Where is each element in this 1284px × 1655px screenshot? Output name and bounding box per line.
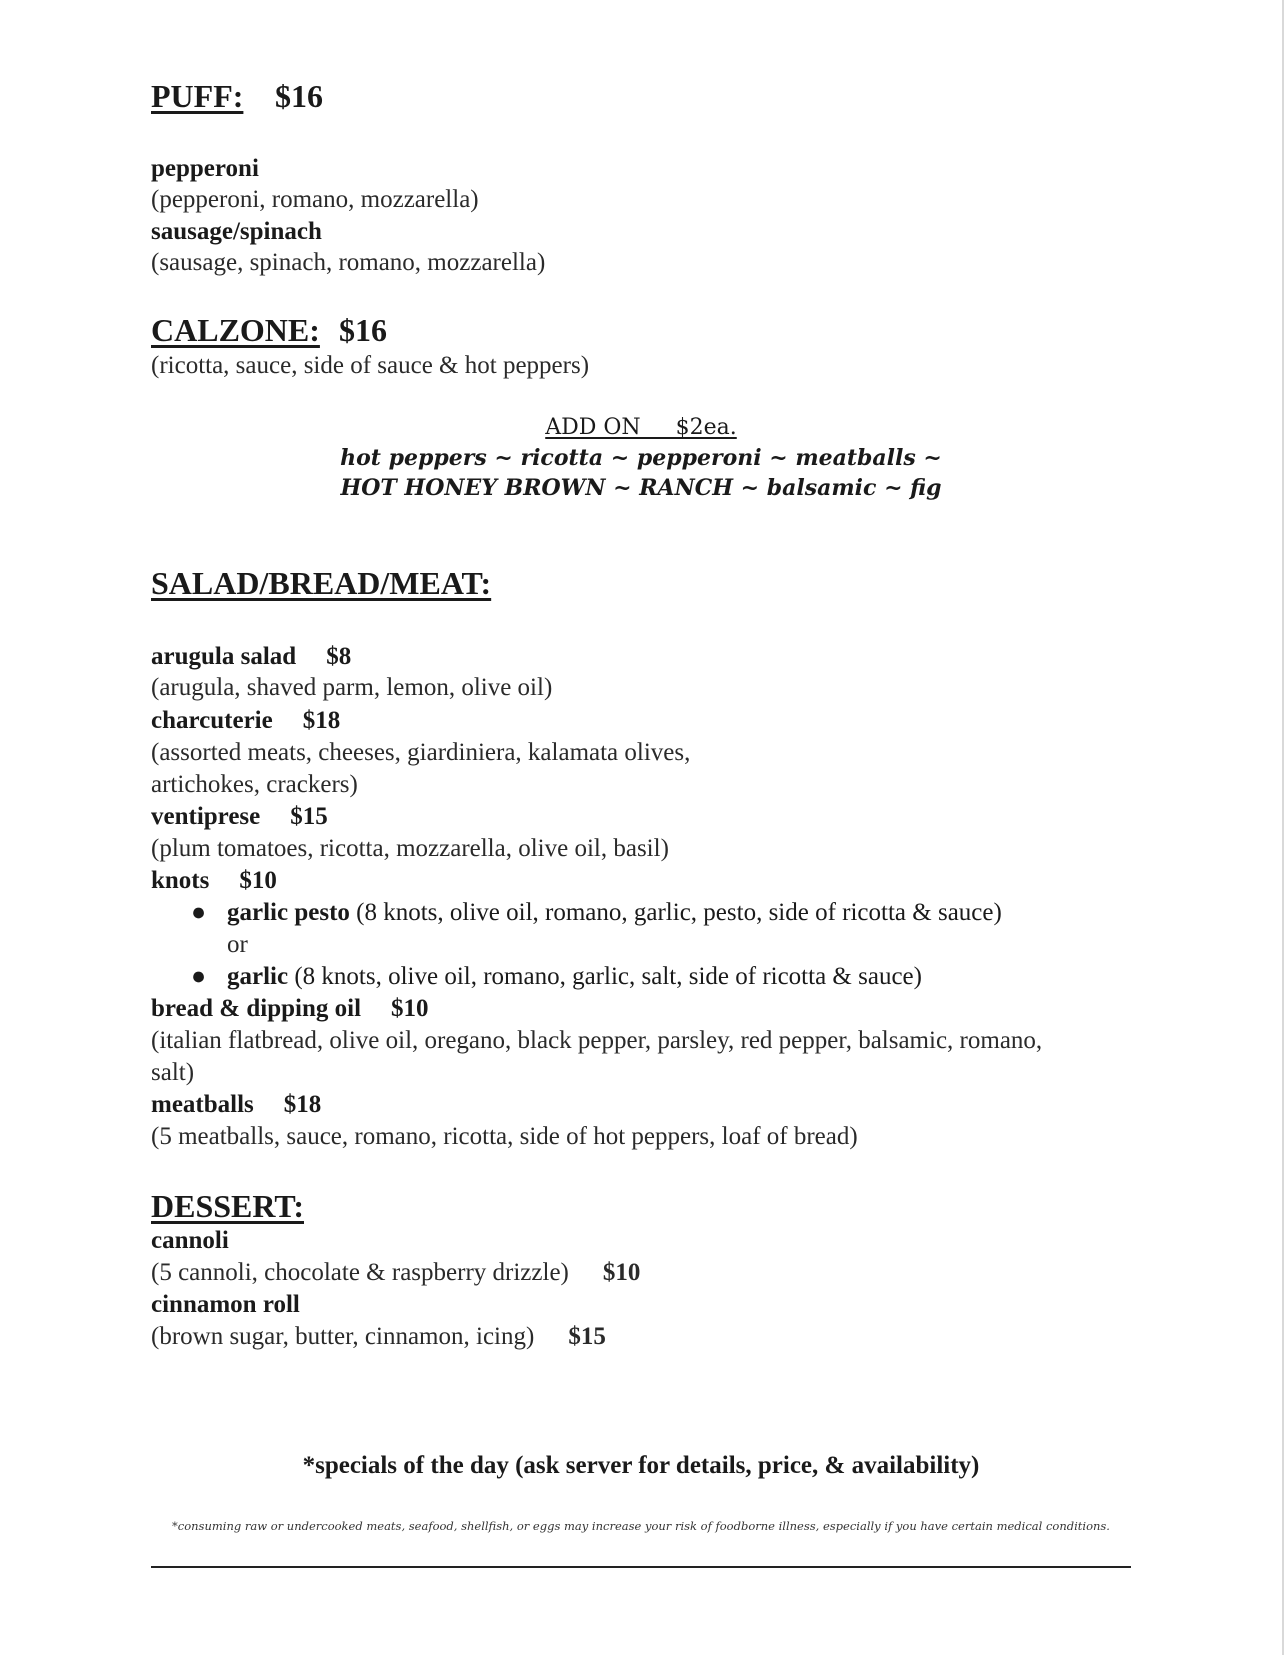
- item-charcuterie-desc-1: (assorted meats, cheeses, giardiniera, kalamata olives,: [151, 739, 691, 766]
- puff-price: $16: [275, 78, 323, 114]
- item-cinnamon-roll-desc-row: [151, 1323, 606, 1351]
- specials-note: *specials of the day (ask server for details, price, & availability): [302, 1452, 980, 1479]
- item-arugula-salad: [151, 643, 351, 671]
- item-ventiprese-desc: (plum tomatoes, ricotta, mozzarella, olive oil, basil): [151, 835, 669, 862]
- knots-option-garlic-pesto: [191, 899, 1002, 927]
- knots-option-garlic: [191, 963, 922, 991]
- knots-option-garlic-pesto-name: garlic pesto: [227, 899, 350, 926]
- item-cinnamon-roll-desc: (brown sugar, butter, cinnamon, icing): [151, 1323, 535, 1350]
- item-ventiprese: [151, 803, 328, 831]
- footer-divider: [151, 1566, 1131, 1568]
- item-arugula-salad-desc: (arugula, shaved parm, lemon, olive oil): [151, 674, 553, 701]
- item-cinnamon-roll-price: $15: [568, 1323, 606, 1350]
- item-cinnamon-roll: cinnamon roll: [151, 1291, 300, 1318]
- calzone-price: $16: [339, 312, 387, 348]
- item-cannoli-price: $10: [602, 1259, 641, 1286]
- item-bread-dipping-oil-price: $10: [391, 995, 429, 1022]
- item-bread-dipping-oil-desc-1: (italian flatbread, olive oil, oregano, black pepper, parsley, red pepper, balsamic, romano,: [151, 1027, 1043, 1054]
- calzone-heading: CALZONE:: [151, 312, 320, 348]
- dessert-heading: DESSERT:: [151, 1188, 304, 1224]
- puff-item-pepperoni-desc: (pepperoni, romano, mozzarella): [151, 186, 479, 213]
- item-charcuterie-desc-2: artichokes, crackers): [151, 771, 358, 798]
- puff-item-sausage-spinach-desc: (sausage, spinach, romano, mozzarella): [151, 249, 546, 276]
- item-bread-dipping-oil-desc-2: salt): [151, 1059, 195, 1086]
- puff-heading: PUFF:: [151, 78, 244, 114]
- item-charcuterie-name: charcuterie: [151, 707, 273, 734]
- knots-option-garlic-desc: (8 knots, olive oil, romano, garlic, salt, side of ricotta & sauce): [288, 963, 922, 990]
- item-bread-dipping-oil-name: bread & dipping oil: [151, 995, 362, 1022]
- item-ventiprese-price: $15: [290, 803, 328, 830]
- calzone-desc: (ricotta, sauce, side of sauce & hot peppers): [151, 352, 590, 379]
- salad-heading: SALAD/BREAD/MEAT:: [151, 565, 492, 601]
- item-cannoli-desc: (5 cannoli, chocolate & raspberry drizzle): [151, 1259, 569, 1286]
- item-knots: [151, 867, 277, 895]
- item-cannoli: cannoli: [151, 1227, 229, 1254]
- item-ventiprese-name: ventiprese: [151, 803, 261, 830]
- bullet-icon: ●: [191, 963, 207, 990]
- bullet-icon: ●: [191, 899, 207, 926]
- item-arugula-salad-name: arugula salad: [151, 643, 297, 670]
- item-charcuterie-price: $18: [302, 707, 341, 734]
- item-cannoli-desc-row: [151, 1259, 640, 1287]
- addon-line-2: HOT HONEY BROWN ~ RANCH ~ balsamic ~ fig: [340, 475, 942, 501]
- item-knots-name: knots: [151, 867, 210, 894]
- knots-option-garlic-name: garlic: [227, 963, 289, 990]
- item-bread-dipping-oil: [151, 995, 429, 1023]
- puff-item-sausage-spinach: sausage/spinach: [151, 218, 322, 245]
- puff-item-pepperoni: pepperoni: [151, 155, 259, 182]
- item-meatballs: [151, 1091, 321, 1119]
- addon-line-1: hot peppers ~ ricotta ~ pepperoni ~ meatballs ~: [340, 445, 942, 471]
- item-arugula-salad-price: $8: [326, 643, 352, 670]
- item-meatballs-name: meatballs: [151, 1091, 254, 1118]
- health-disclaimer: *consuming raw or undercooked meats, seafood, shellfish, or eggs may increase your risk of foodborne illness, especially if you have certain medical conditions.: [172, 1519, 1110, 1533]
- item-meatballs-desc: (5 meatballs, sauce, romano, ricotta, side of hot peppers, loaf of bread): [151, 1123, 858, 1150]
- knots-option-garlic-pesto-desc: (8 knots, olive oil, romano, garlic, pesto, side of ricotta & sauce): [349, 899, 1002, 926]
- item-meatballs-price: $18: [283, 1091, 322, 1118]
- item-knots-price: $10: [239, 867, 277, 894]
- knots-option-or: or: [227, 931, 248, 958]
- item-charcuterie: [151, 707, 340, 735]
- addon-title: ADD ON $2ea.: [545, 415, 737, 440]
